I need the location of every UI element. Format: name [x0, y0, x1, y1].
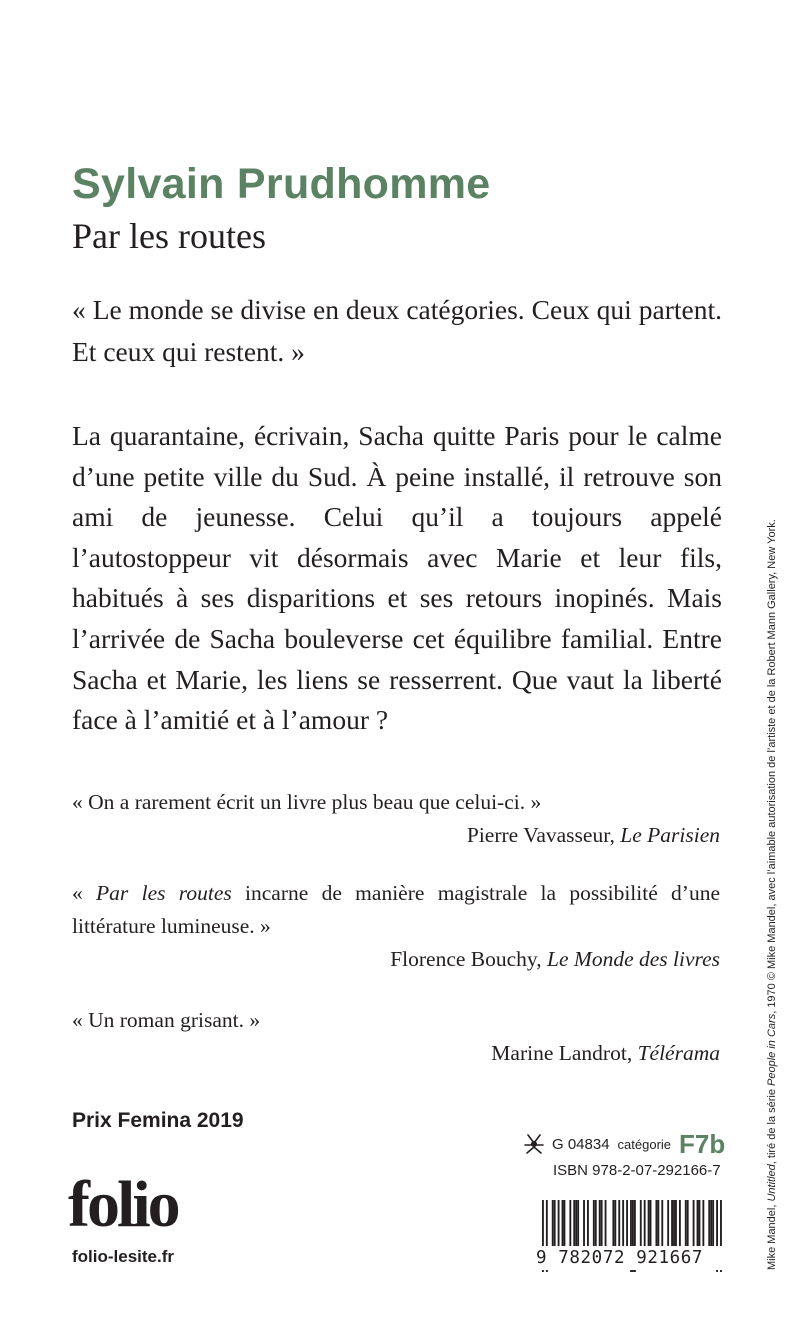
credit-text: , tiré de la série [766, 1085, 778, 1165]
category-label: catégorie [617, 1136, 672, 1152]
quote-text: « On a rarement écrit un livre plus beau que celui-ci. » [72, 790, 542, 814]
sun-emblem-icon [522, 1132, 546, 1156]
book-summary: La quarantaine, écrivain, Sacha quitte Paris pour le calme d’une petite ville du Sud. À peine installé, il retrouve son ami de jeunesse. Celui qu’il a toujours appelé l’autostoppeur vit désormais avec Marie et leur fils, habitués à ses disparitions et ses retours inopinés. Mais l’arrivée de Sacha bouleverse cet équilibre familial. Entre Sacha et Marie, les liens se resserrent. Que vaut la liberté face à l’amitié et à l’amour ? [72, 420, 722, 736]
price-code: G 04834 [552, 1135, 610, 1153]
tagline-quote: « Le monde se divise en deux catégories. Ceux qui partent. Et ceux qui restent. » [72, 294, 722, 367]
quote-publication: Le Parisien [620, 823, 720, 847]
press-quote [72, 1004, 720, 1070]
quote-author: Florence Bouchy, [390, 947, 548, 971]
quote-publication: Télérama [637, 1041, 720, 1065]
quote-book-title: Par les routes [96, 881, 232, 905]
quote-source [72, 943, 720, 976]
prize-label: Prix Femina 2019 [72, 1109, 244, 1132]
photo-credit [765, 519, 779, 1270]
quote-author: Pierre Vavasseur, [466, 823, 621, 847]
quote-author: Marine Landrot, [491, 1041, 638, 1065]
press-quote [72, 786, 720, 852]
quote-text: « Un roman grisant. » [72, 1008, 261, 1032]
isbn-number: ISBN 978-2-07-292166-7 [553, 1162, 721, 1179]
category-code: F7b [679, 1128, 726, 1159]
credit-work-title: Untitled [766, 1164, 778, 1202]
quote-open-mark: « [72, 881, 97, 905]
publisher-website: folio-lesite.fr [72, 1247, 175, 1266]
quote-source [72, 819, 720, 852]
folio-logo: folio [68, 1168, 178, 1241]
quote-text-rest: incarne de manière magistrale la possibilité d’une littérature lumineuse. » [72, 881, 721, 938]
credit-photographer: Mike Mandel, [766, 1201, 778, 1270]
book-title: Par les routes [72, 216, 266, 256]
credit-series-title: People in Cars [766, 1013, 778, 1086]
quote-publication: Le Monde des livres [547, 947, 720, 971]
press-quote [72, 877, 720, 976]
barcode-digits: 9 782072 921667 [536, 1246, 722, 1270]
quote-text [72, 877, 720, 943]
price-code-line [522, 1130, 725, 1158]
credit-rights: , 1970 © Mike Mandel, avec l’aimable autorisation de l’artiste et de la Robert Mann Gallery, New York. [766, 519, 778, 1014]
author-name: Sylvain Prudhomme [72, 160, 491, 208]
quote-source [72, 1037, 720, 1070]
